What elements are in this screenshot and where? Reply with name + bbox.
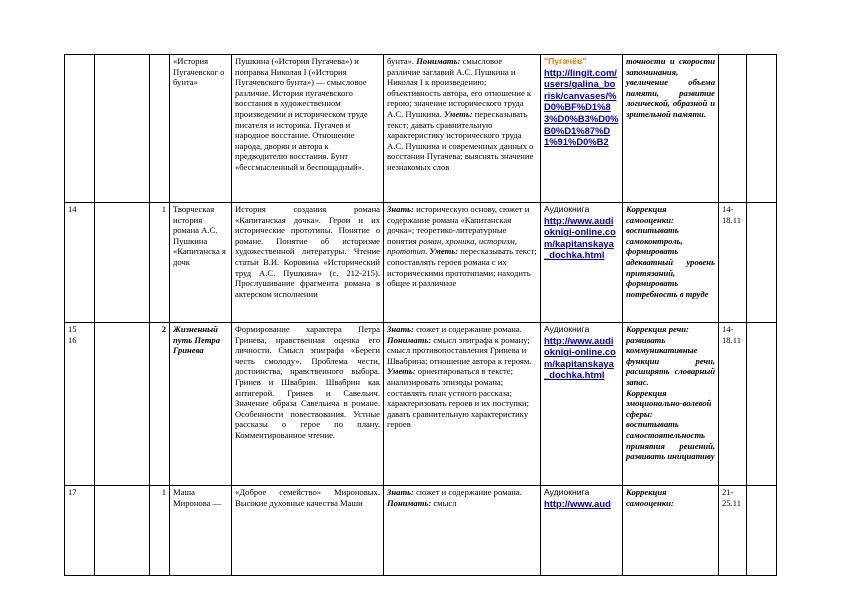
lesson-number-cell: 14 [65,203,95,323]
resource-link[interactable]: http://www.audioknigi-online.com/kapitanskaya_dochka.html [544,214,616,261]
hours-cell: 2 [150,323,170,486]
correction-heading: Коррекция речи: [626,324,689,334]
resource-cell [541,486,623,576]
date-cell: 21-25.11 [719,486,747,576]
ponimat-label: Понимать: [387,497,432,508]
correction-text: воспитывать самоконтроль, формировать адекватный уровень притязаний, формировать потребность в труде [626,225,715,299]
date-cell: 14-18.11 [719,323,747,486]
content-cell: Формирование характера Петра Гринева, нравственная оценка его личности. Смысл эпиграфа «Береги честь смолоду». Проблема чести, достоинства, нравственного выбора. Гринев и Швабрин. Швабрин как антигерой. Гринев и Савельич. Значение образа Савельича в романе. Особенности повествования. Устные рассказы о герое по плану. Комментированное чтение. [232,323,384,486]
correction-text: развивать коммуникативные функции речи, расширять словарный запас. [626,334,715,387]
hours-cell: 1 [150,203,170,323]
znat-text: сюжет и содержание романа. [416,324,522,334]
date-cell [719,55,747,203]
content-cell: Пушкина («История Пугачева») и поправка Николая I («История Пугачевского бунта») — смысловое различие. История пугачевского восстания в художественном произведении и историческом труде писателя и историка. Пугачев и народное восстание. Отношение народа, дворян и автора к предводителю восстания. Бунт «бессмысленный и беспощадный». [232,55,384,203]
znat-label: Знать: [387,324,414,334]
correction-text-2: воспитывать самостоятельность принятия решений, развивать инициативу [626,419,715,462]
correction-heading: Коррекция самооценки: [626,204,674,225]
hours-cell: 1 [150,486,170,576]
resource-link[interactable]: http://www.audioknigi-online.com/kapitanskaya_dochka.html [544,334,616,381]
correction-cell [623,486,719,576]
table-row [65,323,777,486]
ponimat-label: Понимать: [416,56,461,66]
table-row [65,55,777,203]
resource-cell [541,55,623,203]
requirements-cell [384,55,541,203]
content-cell: «Доброе семейство» Мироновых. Высокие духовные качества Маши [232,486,384,576]
umet-text: пересказывать текст; давать сравнительную характеристику исторического труда А.С. Пушкина и современных данных о восстании Пугачева; выяснять значение незнакомых слов [387,108,534,172]
requirements-cell [384,486,541,576]
correction-cell [623,323,719,486]
resource-title: "Пугачёв" [544,56,587,66]
correction-cell [623,55,719,203]
topic-cell: Жизненный путь Петра Гринева [170,323,232,486]
umet-label: Уметь: [429,246,459,257]
resource-link[interactable]: http://www.aud [544,497,611,509]
table-row [65,486,777,576]
znat-text: сюжет и содержание романа. [416,487,522,497]
resource-cell [541,323,623,486]
topic-cell: Творческая история романа А.С. Пушкина «Капитанска я дочк [170,203,232,323]
date-cell: 14-18.11 [719,203,747,323]
notes-cell [747,55,777,203]
umet-label: Уметь: [444,108,473,119]
notes-cell [747,486,777,576]
empty-cell [95,323,150,486]
lesson-number-cell: 15 16 [65,323,95,486]
topic-cell: «История Пугачевског о бунта» [170,55,232,203]
correction-heading-2: Коррекция эмоционально-волевой сферы: [626,387,712,419]
ponimat-text: смысл эпиграфа к роману; смысл противопоставления Гринева и Швабрина; отношение автора к героям. [387,334,532,366]
lesson-plan-table [64,54,777,576]
resource-link[interactable]: http://lingit.com/users/galina_borisk/canvases/%D0%BF%D1%83%D0%B3%D0%B0%D1%87%D1%91%D0%B2 [544,66,619,148]
terms-text: роман, хроника, историзм, прототип. [387,235,517,257]
lesson-number-cell [65,55,95,203]
umet-label: Уметь: [387,366,416,377]
correction-heading: Коррекция самооценки: [626,487,674,508]
resource-title: Аудиокнига [544,324,590,334]
requirements-cell [384,203,541,323]
empty-cell [95,55,150,203]
znat-label: Знать: [387,487,414,497]
lesson-number-cell: 17 [65,486,95,576]
hours-cell [150,55,170,203]
znat-text: историческую основу, сюжет и содержание романа «Капитанская дочка»; теоретико-литературные понятия [387,204,530,246]
content-cell: История создания романа «Капитанская дочка». Герои и их исторические прототипы. Понятие о романе. Понятие об историзме художественной литературы. Чтение статьи В.И. Коровина «Исторический труд А.С. Пушкина» (с. 212-215). Прослушивание фрагмента романа в актерском исполнении [232,203,384,323]
resource-title: Аудиокнига [544,487,590,497]
table-row [65,203,777,323]
znat-label: Знать: [387,204,414,214]
topic-cell: Маша Миронова — [170,486,232,576]
umet-text: ориентироваться в тексте; анализировать эпизоды романа; составлять план устного рассказа; характеризовать героев и их поступки; давать сравнительную характеристику героев [387,366,529,430]
ponimat-text: смысловое различие заглавий А.С. Пушкина и Николая I к произведению; объективность автора, его отношение к герою; значение исторического труда А.С. Пушкина. [387,56,532,119]
requirements-lead: бунта». [387,56,415,66]
resource-cell [541,203,623,323]
correction-cell [623,203,719,323]
empty-cell [95,486,150,576]
resource-title: Аудиокнига [544,204,590,214]
ponimat-label: Понимать: [387,334,432,345]
empty-cell [95,203,150,323]
notes-cell [747,203,777,323]
umet-text: пересказывать текст; сопоставлять героев романа с их историческими прототипами; находить общее и различное [387,246,537,289]
ponimat-text: смысл [433,497,457,508]
correction-text: точности и скорости запоминания, увеличение объема памяти, развитие логической, образной и зрительной памяти. [626,56,715,119]
notes-cell [747,323,777,486]
requirements-cell [384,323,541,486]
